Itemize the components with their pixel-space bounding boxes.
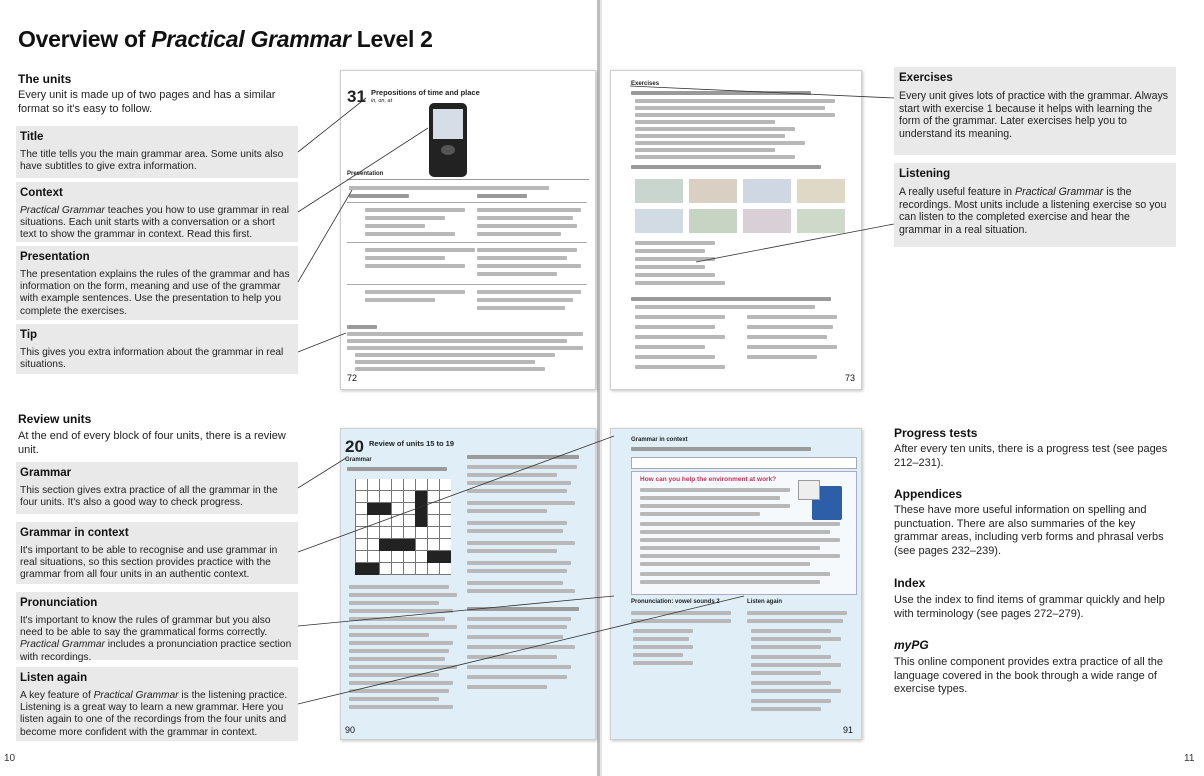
callout-text: This section gives extra practice of all the grammar in the four units. It's also a good way to check progress. xyxy=(20,485,278,509)
callout-heading: Pronunciation xyxy=(20,597,98,609)
callout-heading: Listening xyxy=(899,168,951,180)
callout-heading: Title xyxy=(20,131,44,143)
callout-heading: Grammar xyxy=(20,467,72,479)
page-title: Overview of Practical Grammar Level 2 xyxy=(18,26,433,52)
callout-heading: Listen again xyxy=(20,672,88,684)
callout-text: Practical Grammar teaches you how to use grammar in real situations. Each unit starts with a conversation or a short text to show the grammar in context. Read this first. xyxy=(20,205,289,241)
review-heading: Review units xyxy=(18,412,92,426)
section-text-index: Use the index to find items of grammar quickly and help with terminology (see pages 272–279). xyxy=(894,594,1165,620)
page-number-right: 11 xyxy=(1184,753,1195,764)
section-text-appendices: These have more useful information on spelling and punctuation. There are also summaries of the key grammar areas, including verb forms and phrasal verbs (see pages 232–239). xyxy=(894,504,1164,557)
context-question: How can you help the environment at work? xyxy=(640,476,777,483)
thumb-page-number: 72 xyxy=(347,373,358,383)
thumb-page-number: 90 xyxy=(345,725,356,735)
callout-heading: Tip xyxy=(20,329,38,341)
unit-title: Prepositions of time and place xyxy=(371,88,480,97)
exercises-label: Exercises xyxy=(631,81,660,87)
callout-heading: Context xyxy=(20,187,63,199)
review-unit-number: 20 xyxy=(345,437,364,456)
pronunciation-label: Pronunciation: vowel sounds 2 xyxy=(631,599,720,605)
review-section-label: Grammar xyxy=(345,457,372,463)
callout-heading: Grammar in context xyxy=(20,527,129,539)
page-number-left: 10 xyxy=(4,753,16,764)
presentation-label: Presentation xyxy=(347,171,384,177)
review-text: At the end of every block of four units, there is a review unit. xyxy=(18,430,286,456)
listen-again-label: Listen again xyxy=(747,599,783,605)
review-title: Review of units 15 to 19 xyxy=(369,439,455,448)
callout-heading: Presentation xyxy=(20,251,90,263)
section-text-mypg: This online component provides extra practice of all the language covered in the book through a wide range of exercise types. xyxy=(894,656,1164,695)
units-heading: The units xyxy=(18,72,72,86)
context-label: Grammar in context xyxy=(631,437,688,443)
section-text-progress-tests: After every ten units, there is a progress test (see pages 212–231). xyxy=(894,443,1168,469)
callout-text: It's important to know the rules of grammar but you also need to be able to say the grammatical forms correctly. Practical Grammar includes a pronunciation practice section with recordings. xyxy=(20,615,292,663)
section-heading-appendices: Appendices xyxy=(894,487,963,501)
section-heading-index: Index xyxy=(894,576,926,590)
callout-text: This gives you extra information about the grammar in real situations. xyxy=(20,347,284,371)
unit-number: 31 xyxy=(347,87,366,106)
callout-text: The presentation explains the rules of the grammar and has information on the form, meaning and use of the grammar with example sentences. Use the presentation to help you complete the exercises. xyxy=(20,269,290,317)
callout-heading: Exercises xyxy=(899,72,953,84)
unit-subtitle: in, on, at xyxy=(371,98,393,104)
section-heading-mypg: myPG xyxy=(894,638,929,652)
thumb-page-number: 91 xyxy=(843,725,854,735)
callout-text: The title tells you the main grammar area. Some units also have subtitles to give extra information. xyxy=(20,149,284,173)
callout-text: Every unit gives lots of practice with the grammar. Always start with exercise 1 because it helps with learning the form of the grammar. Later exercises help you to understand its meaning. xyxy=(899,90,1169,140)
callout-text: It's important to be able to recognise and use grammar in real situations, so this section provides practice with the grammar from all four units in an authentic context. xyxy=(20,545,278,581)
callout-text: A key feature of Practical Grammar is the listening practice. Listening is a great way to learn a new grammar. Here you listen again to one of the recordings from the four units and become more confident with the grammar in context. xyxy=(20,690,288,738)
units-text: Every unit is made up of two pages and has a similar format so it's easy to follow. xyxy=(18,89,276,115)
thumb-page-number: 73 xyxy=(845,373,856,383)
section-heading-progress-tests: Progress tests xyxy=(894,426,978,440)
callout-text: A really useful feature in Practical Grammar is the recordings. Most units include a listening exercise so you can listen to the completed exercise and hear the grammar in a real situation. xyxy=(899,186,1167,236)
